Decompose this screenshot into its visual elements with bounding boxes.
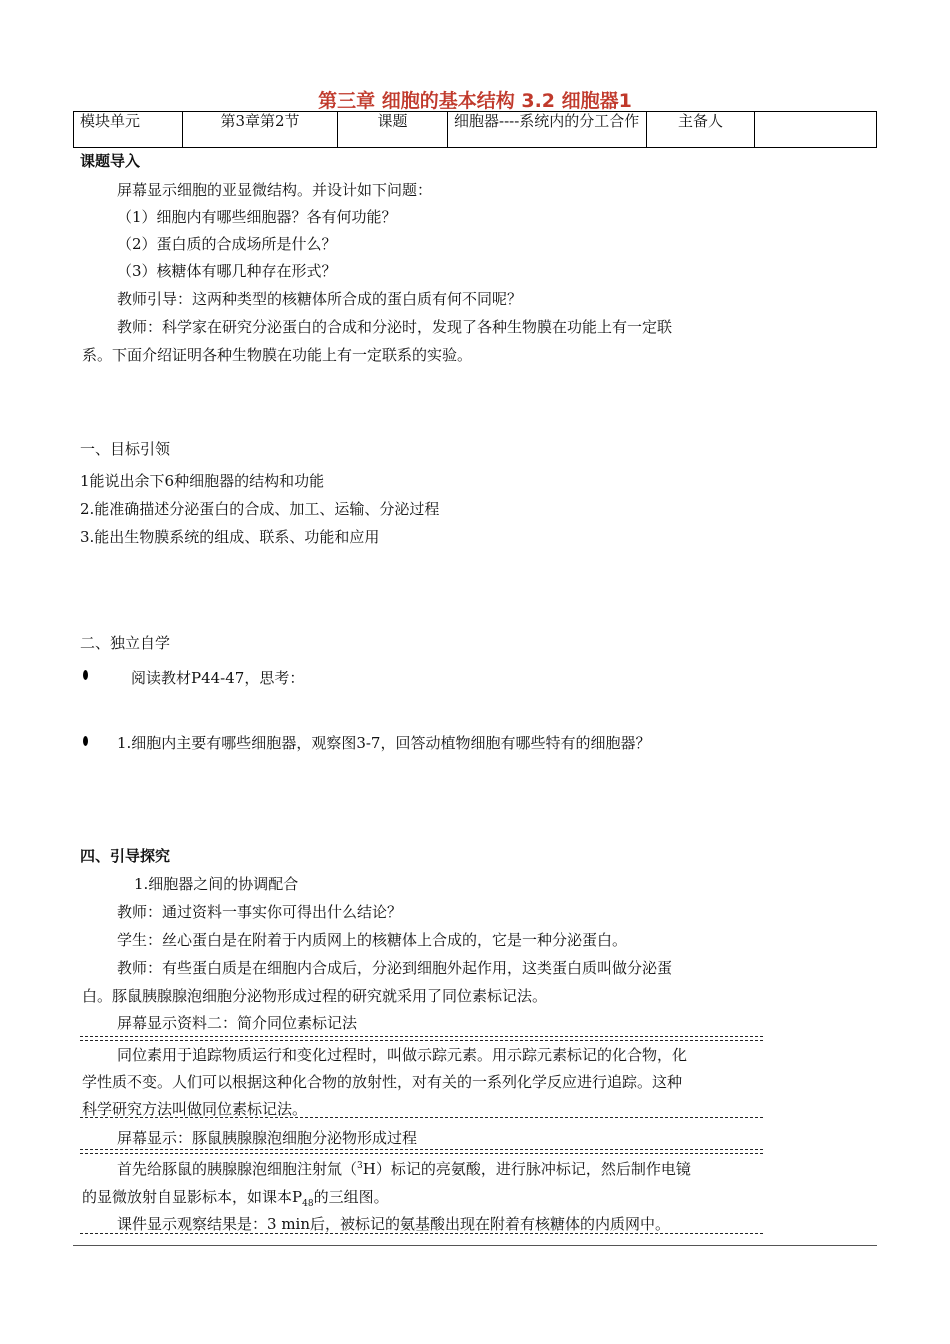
intro-teacher-guide: 教师引导：这两种类型的核糖体所合成的蛋白质有何不同呢？ [117,290,523,308]
guided-line-2: 学生：丝心蛋白是在附着于内质网上的核糖体上合成的，它是一种分泌蛋白。 [117,931,628,949]
bullet-dot [83,736,88,746]
info-table [73,111,877,148]
screen2-line: 屏幕显示：豚鼠胰腺腺泡细胞分泌物形成过程 [117,1129,418,1147]
dashed-divider [80,1117,763,1118]
intro-question-3: （3）核糖体有哪几种存在形式？ [117,262,337,280]
dashed-divider [80,1149,763,1150]
guided-heading: 四、引导探究 [80,847,171,865]
topic-value: 细胞器----系统内的分工合作 [448,112,647,148]
goal-item-3: 3.能出生物膜系统的组成、联系、功能和应用 [80,528,380,546]
footer-rule [73,1245,877,1246]
goal-item-2: 2.能准确描述分泌蛋白的合成、加工、运输、分泌过程 [80,500,440,518]
box2-line-1a: 首先给豚鼠的胰腺腺泡细胞注射氚（ [117,1160,358,1178]
self-study-heading: 二、独立自学 [80,634,171,652]
guided-line-3: 教师：有些蛋白质是在细胞内合成后，分泌到细胞外起作用，这类蛋白质叫做分泌蛋 [117,959,673,977]
page-title: 第三章 细胞的基本结构 3.2 细胞器1 [318,90,632,112]
intro-question-2: （2）蛋白质的合成场所是什么？ [117,235,337,253]
topic-label: 课题 [338,112,448,148]
intro-question-1: （1）细胞内有哪些细胞器？各有何功能？ [117,208,397,226]
intro-heading: 课题导入 [80,152,141,170]
intro-line: 屏幕显示细胞的亚显微结构。并设计如下问题： [117,181,433,199]
module-label: 模块单元 [74,112,183,148]
dashed-divider [80,1153,763,1154]
guided-line-4: 白。豚鼠胰腺腺泡细胞分泌物形成过程的研究就采用了同位素标记法。 [82,987,548,1005]
preparer-value [755,112,877,148]
guided-subheading: 1.细胞器之间的协调配合 [134,875,299,893]
goals-heading: 一、目标引领 [80,440,171,458]
box2-line-3: 课件显示观察结果是：3 min后，被标记的氨基酸出现在附着有核糖体的内质网中。 [117,1215,670,1233]
box1-line-1: 同位素用于追踪物质运行和变化过程时，叫做示踪元素。用示踪元素标记的化合物，化 [117,1046,688,1064]
subscript: 48 [302,1199,314,1209]
dashed-divider [80,1233,763,1234]
guided-line-1: 教师：通过资料一事实你可得出什么结论？ [117,903,403,921]
preparer-label: 主备人 [647,112,755,148]
box2-line-2 [82,1186,389,1209]
box2-line-1b: H）标记的亮氨酸，进行脉冲标记，然后制作电镜 [362,1160,691,1178]
bullet-dot [83,670,88,680]
dashed-divider [80,1036,763,1037]
box2-line-1 [117,1158,691,1179]
section-value: 第3章第2节 [183,112,338,148]
intro-teacher: 教师：科学家在研究分泌蛋白的合成和分泌时，发现了各种生物膜在功能上有一定联 [117,318,673,336]
self-study-item-1: 阅读教材P44-47，思考： [131,669,305,687]
intro-teacher-cont: 系。下面介绍证明各种生物膜在功能上有一定联系的实验。 [82,346,473,364]
box2-line-2b: 的三组图。 [313,1188,389,1206]
box1-line-2: 学性质不变。人们可以根据这种化合物的放射性，对有关的一系列化学反应进行追踪。这种 [82,1073,683,1091]
box1-line-3: 科学研究方法叫做同位素标记法。 [82,1100,308,1118]
self-study-item-2: 1.细胞内主要有哪些细胞器，观察图3-7，回答动植物细胞有哪些特有的细胞器？ [117,734,651,752]
goal-item-1: 1能说出余下6种细胞器的结构和功能 [80,472,325,490]
guided-line-5: 屏幕显示资料二：简介同位素标记法 [117,1014,358,1032]
box2-line-2a: 的显微放射自显影标本，如课本P [82,1188,303,1206]
dashed-divider [80,1040,763,1041]
superscript: 3 [357,1161,363,1171]
